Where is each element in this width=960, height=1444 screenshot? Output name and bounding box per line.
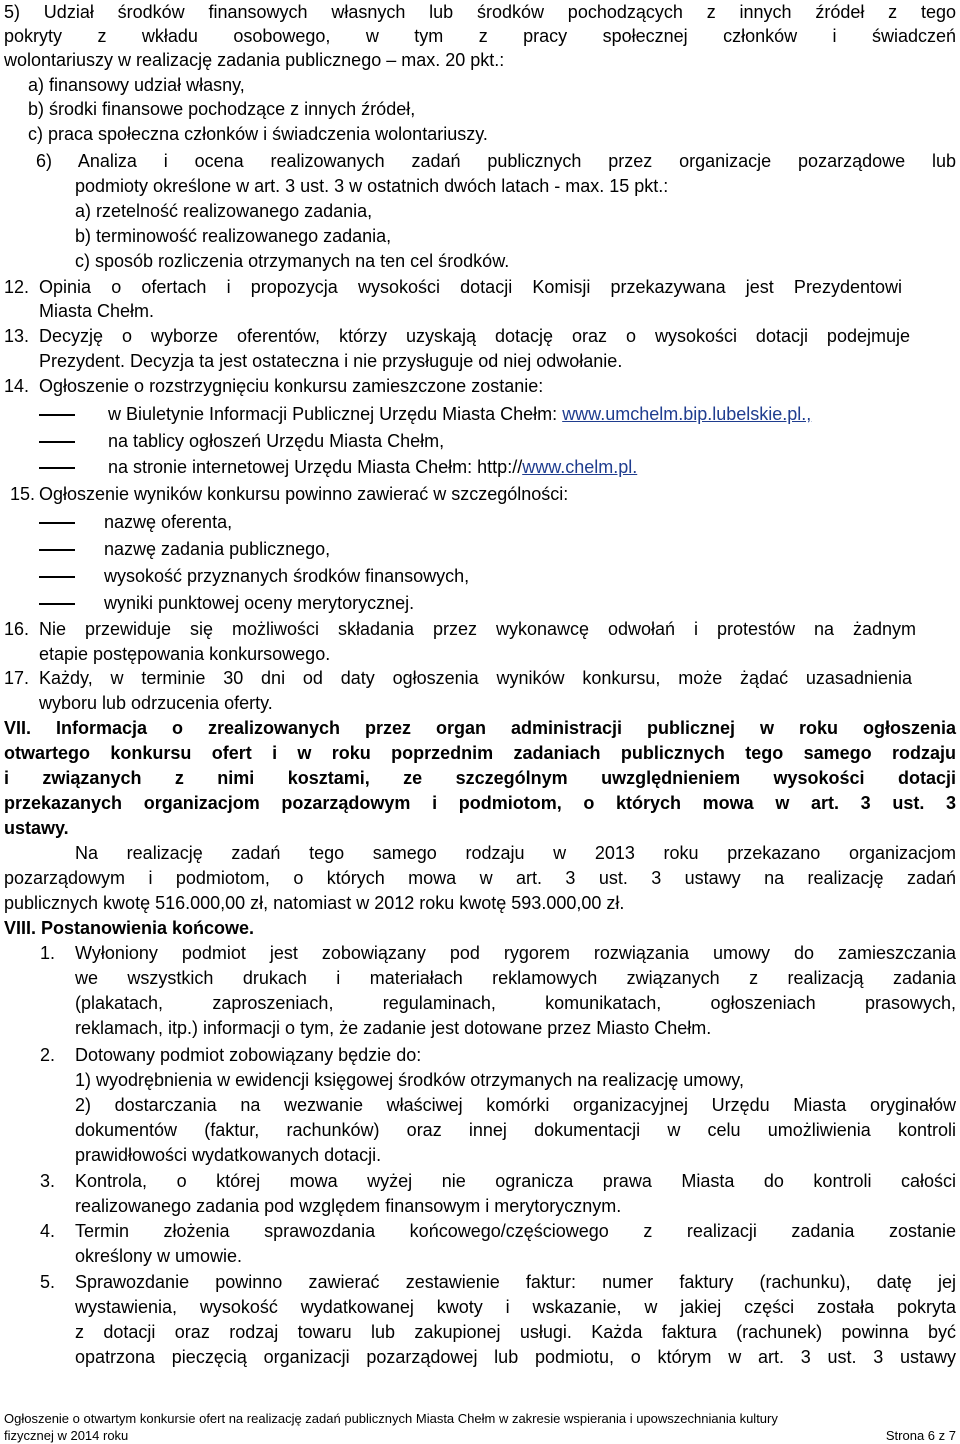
dash-bullet [39,549,75,551]
result-item-text: wyniki punktowej oceny merytorycznej. [104,593,415,613]
point-16-line-2: etapie postępowania konkursowego. [39,644,331,664]
criterion-6-item-a: a) rzetelność realizowanego zadania, [75,201,373,221]
final-item-4-line-1: Termin złożenia sprawozdania końcowego/częściowego z realizacji zadania zostanie [75,1221,956,1241]
point-12-line-2: Miasta Chełm. [39,301,155,321]
criterion-5-line-3: wolontariuszy w realizację zadania publicznego – max. 20 pkt.: [4,50,505,70]
final-item-3-line-2: realizowanego zadania pod względem finansowym i merytorycznym. [75,1196,622,1216]
point-15-number: 15. [10,484,36,504]
announcement-channel-website-text: na stronie internetowej Urzędu Miasta Chełm: http://www.chelm.pl. [108,457,638,477]
criterion-5-item-c: c) praca społeczna członków i świadczenia wolontariuszy. [28,124,488,144]
final-item-1-line-1: Wyłoniony podmiot jest zobowiązany pod rygorem rozwiązania umowy do zamieszczania [75,943,956,963]
final-item-5-line-4: opatrzona pieczęcią organizacji pozarządowej lub podmiotu, o którym w art. 3 ust. 3 ustawy [75,1347,956,1367]
final-item-3-number: 3. [40,1171,56,1191]
result-item-text: nazwę oferenta, [104,512,233,532]
point-16-number: 16. [4,619,30,639]
final-item-2-line-3: 2) dostarczania na wezwanie właściwej komórki organizacyjnej Urzędu Miasta oryginałów [75,1095,956,1115]
point-13-line-2: Prezydent. Decyzja ta jest ostateczna i nie przysługuje od niej odwołanie. [39,351,623,371]
final-item-5-line-3: z dotacji oraz rodzaj towaru lub zakupionej usługi. Każda faktura (rachunek) powinna być [75,1322,956,1342]
footer-title-line-2: fizycznej w 2014 roku [4,1428,129,1443]
final-item-5-line-1: Sprawozdanie powinno zawierać zestawienie faktur: numer faktury (rachunku), datę jej [75,1272,956,1292]
point-16-line-1: Nie przewiduje się możliwości składania przez wykonawcę odwołań i protestów na żadnym [39,619,916,639]
final-item-2-line-5: prawidłowości wydatkowanych dotacji. [75,1145,382,1165]
section-viii-heading: VIII. Postanowienia końcowe. [4,918,255,938]
final-item-2-number: 2. [40,1045,56,1065]
criterion-5-item-a: a) finansowy udział własny, [28,75,245,95]
final-item-4-line-2: określony w umowie. [75,1246,243,1266]
footer-page-number: Strona 6 z 7 [885,1428,956,1443]
announcement-channel-board-text: na tablicy ogłoszeń Urzędu Miasta Chełm, [108,431,445,451]
point-15-line-1: Ogłoszenie wyników konkursu powinno zawierać w szczególności: [39,484,569,504]
result-item-text: nazwę zadania publicznego, [104,539,331,559]
point-17-line-2: wyboru lub odrzucenia oferty. [39,693,273,713]
point-13-number: 13. [4,326,30,346]
dash-bullet [39,441,75,443]
section-vii-heading-line-4: przekazanych organizacjom pozarządowym i podmiotom, o których mowa w art. 3 ust. 3 [4,793,956,813]
final-item-1-line-2: we wszystkich drukach i materiałach reklamowych związanych z realizacją zadania [75,968,956,988]
final-item-2-line-2: 1) wyodrębnienia w ewidencji księgowej środków otrzymanych na realizację umowy, [75,1070,744,1090]
section-vii-heading-line-1: VII. Informacja o zrealizowanych przez organ administracji publicznej w roku ogłoszenia [4,718,956,738]
dash-bullet [39,603,75,605]
point-12-number: 12. [4,277,30,297]
point-14-number: 14. [4,376,30,396]
final-item-5-number: 5. [40,1272,56,1292]
dash-bullet [39,576,75,578]
criterion-5-line-1: 5) Udział środków finansowych własnych lub środków pochodzących z innych źródeł z tego [4,2,956,22]
bip-link[interactable]: www.umchelm.bip.lubelskie.pl., [562,404,812,424]
section-vii-heading-line-2: otwartego konkursu ofert i w roku poprzednim zadaniach publicznych tego samego rodzaju [4,743,956,763]
final-item-1-line-4: reklamach, itp.) informacji o tym, że zadanie jest dotowane przez Miasto Chełm. [75,1018,712,1038]
point-17-line-1: Każdy, w terminie 30 dni od daty ogłoszenia wyników konkursu, może żądać uzasadnienia [39,668,912,688]
criterion-6-line-1: 6) Analiza i ocena realizowanych zadań publicznych przez organizacje pozarządowe lub [36,151,956,171]
criterion-5-item-b: b) środki finansowe pochodzące z innych źródeł, [28,99,416,119]
footer-title-line-1: Ogłoszenie o otwartym konkursie ofert na realizację zadań publicznych Miasta Chełm w zakresie wspierania i upowszechniania kultury [4,1411,778,1426]
final-item-1-number: 1. [40,943,56,963]
final-item-1-line-3: (plakatach, zaproszeniach, regulaminach, komunikatach, ogłoszeniach prasowych, [75,993,956,1013]
criterion-6-item-b: b) terminowość realizowanego zadania, [75,226,392,246]
announcement-channel-bip-text: w Biuletynie Informacji Publicznej Urzędu Miasta Chełm: www.umchelm.bip.lubelskie.pl., [108,404,812,424]
criterion-5-line-2: pokryty z wkładu osobowego, w tym z pracy społecznej członków i świadczeń [4,26,956,46]
dash-bullet [39,522,75,524]
criterion-6-item-c: c) sposób rozliczenia otrzymanych na ten cel środków. [75,251,510,271]
point-13-line-1: Decyzję o wyborze oferentów, którzy uzyskają dotację oraz o wysokości dotacji podejmuje [39,326,910,346]
final-item-2-line-4: dokumentów (faktur, rachunków) oraz innej dokumentacji w celu umożliwienia kontroli [75,1120,956,1140]
final-item-2-line-1: Dotowany podmiot zobowiązany będzie do: [75,1045,422,1065]
section-vii-heading-line-5: ustawy. [4,818,69,838]
dash-bullet [39,467,75,469]
section-vii-heading-line-3: i związanych z nimi kosztami, ze szczególnym uwzględnieniem wysokości dotacji [4,768,956,788]
point-12-line-1: Opinia o ofertach i propozycja wysokości dotacji Komisji przekazywana jest Prezydentowi [39,277,902,297]
criterion-6-line-2: podmioty określone w art. 3 ust. 3 w ostatnich dwóch latach - max. 15 pkt.: [75,176,669,196]
final-item-4-number: 4. [40,1221,56,1241]
point-17-number: 17. [4,668,30,688]
final-item-3-line-1: Kontrola, o której mowa wyżej nie ogranicza prawa Miasta do kontroli całości [75,1171,956,1191]
section-vii-paragraph-line-2: pozarządowym i podmiotom, o których mowa w art. 3 ust. 3 ustawy na realizację zadań [4,868,956,888]
final-item-5-line-2: wystawienia, wysokość wydatkowanej kwoty i wskazanie, w jakiej części została pokryta [75,1297,956,1317]
section-vii-paragraph-line-1: Na realizację zadań tego samego rodzaju w 2013 roku przekazano organizacjom [75,843,956,863]
point-14-line-1: Ogłoszenie o rozstrzygnięciu konkursu zamieszczone zostanie: [39,376,544,396]
result-item-text: wysokość przyznanych środków finansowych, [104,566,470,586]
website-link[interactable]: www.chelm.pl. [522,457,638,477]
section-vii-paragraph-line-3: publicznych kwotę 516.000,00 zł, natomiast w 2012 roku kwotę 593.000,00 zł. [4,893,625,913]
dash-bullet [39,414,75,416]
